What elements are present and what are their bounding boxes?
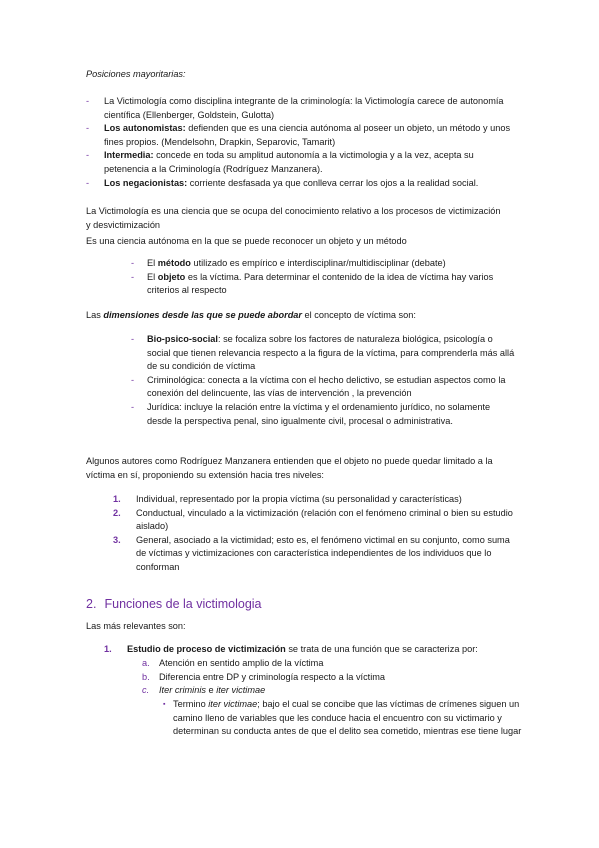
levels-intro: Algunos autores como Rodríguez Manzanera entienden que el objeto no puede quedar limitado a la víctima en sí, proponiendo su extensión hacia tres niveles:: [86, 456, 493, 480]
definition-autonomy: Es una ciencia autónoma en la que se puede reconocer un objeto y un método: [86, 236, 407, 246]
list-item: - Bio-psico-social: se focaliza sobre los factores de naturaleza biológica, psicología o social que tienen relevancia respecto a la figura de la víctima, para comprenderla más allá de su condición de víctima: [131, 334, 515, 372]
list-item: - Jurídica: incluye la relación entre la víctima y el ordenamiento jurídico, no solamente desde la perspectiva penal, sino igualmente civil, procesal o administrativa.: [131, 401, 491, 426]
levels-list: [113, 493, 518, 575]
iter-victimae-list: [163, 698, 523, 739]
dimensions-intro: Las dimensiones desde las que se puede abordar el concepto de víctima son:: [86, 310, 416, 320]
list-item: - Los negacionistas: corriente desfasada ya que conlleva cerrar los ojos a la realidad social.: [86, 177, 479, 188]
list-item: - Criminológica: conecta a la víctima con el hecho delictivo, se estudian aspectos como la conexión del delincuente, las vías de intervención , la prevención: [131, 374, 506, 399]
dimensions-list: [131, 333, 516, 428]
positions-heading: Posiciones mayoritarias:: [86, 69, 186, 79]
definition-paragraph: La Victimología es una ciencia que se ocupa del conocimiento relativo a los procesos de victimización y desvictimización: [86, 206, 501, 230]
list-item: - La Victimología como disciplina integrante de la criminología: la Victimología carece de autonomía científica (Ellenberger, Goldstein, Gulotta): [86, 96, 504, 120]
list-item: - El objeto es la víctima. Para determinar el contenido de la idea de víctima hay varios criterios al respecto: [131, 271, 494, 296]
list-item: b. Diferencia entre DP y criminología respecto a la víctima: [142, 671, 386, 682]
list-item: 1. Estudio de proceso de victimización se trata de una función que se caracteriza por:: [104, 644, 478, 654]
list-item: a. Atención en sentido amplio de la víctima: [142, 658, 324, 668]
method-object-list: [131, 257, 511, 298]
functions-list: [104, 643, 524, 657]
section-heading: 2. Funciones de la victimologia: [86, 597, 262, 611]
list-item: - El método utilizado es empírico e interdisciplinar/multidisciplinar (debate): [131, 258, 446, 268]
list-item: 2. Conductual, vinculado a la victimización (relación con el fenómeno criminal o bien su estudio aislado): [113, 507, 513, 532]
process-sublist: [142, 657, 522, 698]
list-item: - Intermedia: concede en toda su amplitud autonomía a la victimologia y a la vez, acepta su petenencia a la Criminología (Rodríguez Manzanera).: [86, 150, 474, 174]
list-item: 1. Individual, representado por la propia víctima (su personalidad y características): [113, 494, 462, 504]
list-item: c. Iter criminis e iter victimae: [142, 685, 266, 696]
list-item: - Los autonomistas: defienden que es una ciencia autónoma al poseer un objeto, un método y unos fines propios. (Mendelsohn, Drapkin, Separovic, Tamarit): [86, 123, 511, 147]
positions-list: [86, 95, 516, 190]
list-item: 3. General, asociado a la victimidad; esto es, el fenómeno victimal en su conjunto, como suma de víctimas y victimizaciones con característica independientes de los individuos que lo conforman: [113, 534, 510, 572]
section-intro: Las más relevantes son:: [86, 621, 186, 631]
list-item: ▪ Termino iter victimae; bajo el cual se concibe que las víctimas de crímenes siguen un camino lleno de variables que les conduce hacia el encuentro con su victimario y determinan su conducta antes de que el delito sea cometido, mientras ese tiene lugar: [163, 699, 522, 737]
